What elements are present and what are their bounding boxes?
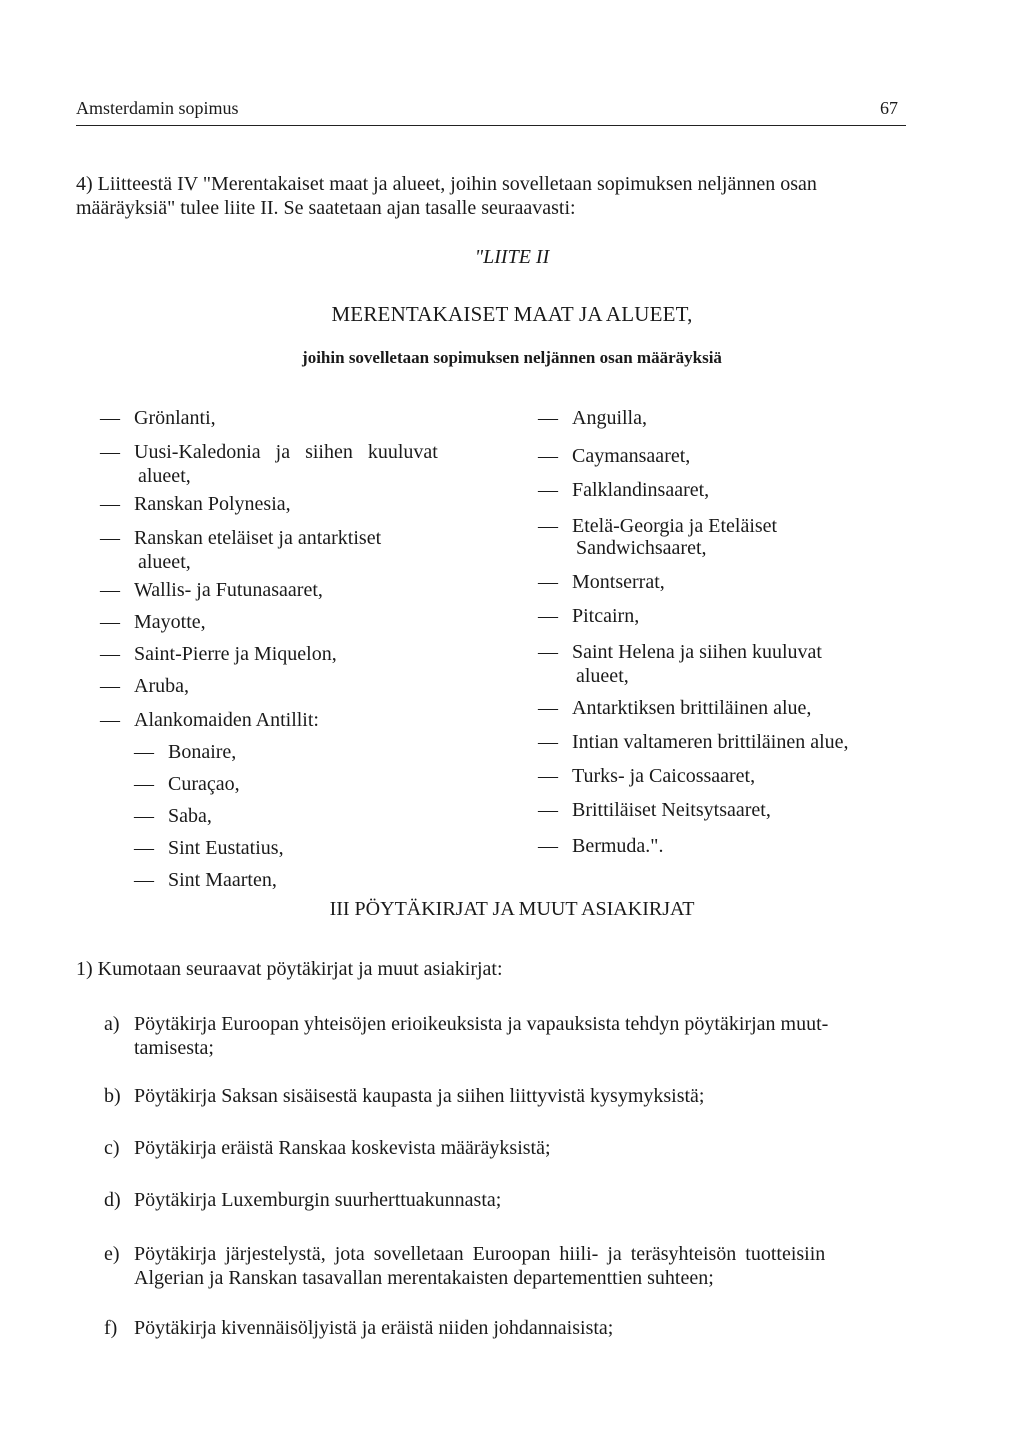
sublist-item bbox=[134, 740, 236, 764]
list-item-text: Saint Helena ja siihen kuuluvat bbox=[572, 641, 822, 663]
list-item-text: Wallis- ja Futunasaaret, bbox=[134, 579, 323, 601]
list-item-continuation: Sandwichsaaret, bbox=[576, 537, 707, 559]
list-item-text: Ranskan Polynesia, bbox=[134, 493, 291, 515]
list-item-text: Ranskan eteläiset ja antarktiset bbox=[134, 527, 382, 549]
list-item bbox=[538, 764, 755, 788]
list-item bbox=[538, 798, 771, 822]
list-item-text: Saint-Pierre ja Miquelon, bbox=[134, 643, 337, 665]
list-item-text: Turks- ja Caicossaaret, bbox=[572, 765, 756, 787]
dash-mark: — bbox=[538, 605, 558, 627]
list-item-text: Intian valtameren brittiläinen alue, bbox=[572, 731, 849, 753]
dash-mark: — bbox=[100, 709, 120, 731]
list-item bbox=[538, 640, 822, 664]
dash-mark: — bbox=[100, 579, 120, 601]
annex-title: MERENTAKAISET MAAT JA ALUEET, bbox=[331, 302, 693, 326]
item-text bbox=[134, 1084, 705, 1108]
dash-mark: — bbox=[134, 837, 154, 859]
list-item-text: Etelä-Georgia ja Eteläiset bbox=[572, 515, 778, 537]
intro-line-1: 4) Liitteestä IV "Merentakaiset maat ja alueet, joihin sovelletaan sopimuksen neljännen osan bbox=[76, 173, 817, 195]
dash-mark: — bbox=[100, 493, 120, 515]
list-item-continuation: alueet, bbox=[138, 551, 191, 573]
list-item bbox=[538, 696, 811, 720]
list-item bbox=[538, 604, 639, 628]
dash-mark: — bbox=[538, 641, 558, 663]
dash-mark: — bbox=[100, 643, 120, 665]
list-item-text: Uusi-Kaledonia ja siihen kuuluvat bbox=[134, 441, 438, 463]
list-item-text: Montserrat, bbox=[572, 571, 665, 593]
item-line: tamisesta; bbox=[134, 1037, 214, 1059]
list-item bbox=[100, 578, 323, 602]
item-label: f) bbox=[104, 1317, 118, 1339]
dash-mark: — bbox=[538, 835, 558, 857]
sublist-item bbox=[134, 772, 240, 796]
dash-mark: — bbox=[100, 675, 120, 697]
item-label: c) bbox=[104, 1137, 120, 1159]
item-label: b) bbox=[104, 1085, 121, 1107]
item-text bbox=[134, 1242, 825, 1290]
list-item bbox=[538, 730, 849, 754]
list-item bbox=[100, 708, 319, 732]
item-line: Pöytäkirja eräistä Ranskaa koskevista määräyksistä; bbox=[134, 1137, 551, 1159]
sublist-item-text: Saba, bbox=[168, 805, 212, 827]
section-heading: III PÖYTÄKIRJAT JA MUUT ASIAKIRJAT bbox=[329, 898, 695, 920]
list-item bbox=[538, 406, 647, 430]
dash-mark: — bbox=[538, 445, 558, 467]
dash-mark: — bbox=[538, 765, 558, 787]
dash-mark: — bbox=[100, 611, 120, 633]
sublist-item-text: Bonaire, bbox=[168, 741, 237, 763]
item-text bbox=[134, 1136, 551, 1160]
list-item-text: Aruba, bbox=[134, 675, 189, 697]
dash-mark: — bbox=[538, 571, 558, 593]
dash-mark: — bbox=[538, 799, 558, 821]
list-item-continuation: alueet, bbox=[138, 465, 191, 487]
item-line: Pöytäkirja kivennäisöljyistä ja eräistä niiden johdannaisista; bbox=[134, 1317, 614, 1339]
intro-paragraph bbox=[76, 172, 911, 220]
list-item-text: Alankomaiden Antillit: bbox=[134, 709, 319, 731]
item-label: a) bbox=[104, 1013, 120, 1035]
item-line: Pöytäkirja Luxemburgin suurherttuakunnasta; bbox=[134, 1189, 502, 1211]
sublist-item bbox=[134, 804, 212, 828]
list-item-text: Caymansaaret, bbox=[572, 445, 691, 467]
list-item bbox=[100, 406, 216, 430]
dash-mark: — bbox=[134, 773, 154, 795]
annex-label: "LIITE II bbox=[474, 246, 550, 268]
dash-mark: — bbox=[100, 441, 120, 463]
list-item bbox=[538, 478, 709, 502]
item-line: Pöytäkirja järjestelystä, jota sovelletaan Euroopan hiili- ja teräsyhteisön tuotteisiin bbox=[134, 1243, 826, 1265]
running-header-title: Amsterdamin sopimus bbox=[76, 98, 239, 118]
item-text bbox=[134, 1316, 613, 1340]
page-number: 67 bbox=[880, 98, 898, 118]
list-item bbox=[100, 674, 189, 698]
dash-mark: — bbox=[538, 515, 558, 537]
list-item-text: Antarktiksen brittiläinen alue, bbox=[572, 697, 812, 719]
list-item bbox=[100, 440, 438, 464]
list-item bbox=[100, 492, 291, 516]
header-rule bbox=[76, 125, 906, 126]
dash-mark: — bbox=[538, 407, 558, 429]
list-item-text: Falklandinsaaret, bbox=[572, 479, 710, 501]
section-item-1: 1) Kumotaan seuraavat pöytäkirjat ja muut asiakirjat: bbox=[76, 958, 503, 980]
list-item bbox=[538, 834, 663, 858]
list-item bbox=[538, 570, 665, 594]
list-item bbox=[100, 642, 337, 666]
item-text bbox=[134, 1012, 828, 1060]
list-item-continuation: alueet, bbox=[576, 665, 629, 687]
list-item bbox=[100, 610, 206, 634]
item-label: d) bbox=[104, 1189, 121, 1211]
item-label: e) bbox=[104, 1243, 120, 1265]
sublist-item bbox=[134, 836, 284, 860]
dash-mark: — bbox=[134, 869, 154, 891]
list-item-text: Bermuda.". bbox=[572, 835, 664, 857]
list-item-text: Pitcairn, bbox=[572, 605, 640, 627]
list-item bbox=[538, 444, 690, 468]
list-item bbox=[538, 514, 777, 538]
list-item-text: Grönlanti, bbox=[134, 407, 216, 429]
sublist-item-text: Curaçao, bbox=[168, 773, 240, 795]
list-item-text: Brittiläiset Neitsytsaaret, bbox=[572, 799, 771, 821]
item-line: Algerian ja Ranskan tasavallan merentakaisten departementtien suhteen; bbox=[134, 1267, 714, 1289]
annex-subtitle: joihin sovelletaan sopimuksen neljännen osan määräyksiä bbox=[302, 348, 722, 367]
item-text bbox=[134, 1188, 501, 1212]
dash-mark: — bbox=[538, 697, 558, 719]
dash-mark: — bbox=[538, 731, 558, 753]
dash-mark: — bbox=[134, 741, 154, 763]
item-line: Pöytäkirja Euroopan yhteisöjen erioikeuksista ja vapauksista tehdyn pöytäkirjan muut- bbox=[134, 1013, 829, 1035]
sublist-item bbox=[134, 868, 277, 892]
dash-mark: — bbox=[134, 805, 154, 827]
dash-mark: — bbox=[100, 407, 120, 429]
sublist-item-text: Sint Eustatius, bbox=[168, 837, 284, 859]
list-item-text: Anguilla, bbox=[572, 407, 647, 429]
list-item-text: Mayotte, bbox=[134, 611, 206, 633]
item-line: Pöytäkirja Saksan sisäisestä kaupasta ja siihen liittyvistä kysymyksistä; bbox=[134, 1085, 705, 1107]
dash-mark: — bbox=[100, 527, 120, 549]
dash-mark: — bbox=[538, 479, 558, 501]
list-item bbox=[100, 526, 381, 550]
sublist-item-text: Sint Maarten, bbox=[168, 869, 277, 891]
intro-line-2: määräyksiä" tulee liite II. Se saatetaan ajan tasalle seuraavasti: bbox=[76, 197, 576, 219]
